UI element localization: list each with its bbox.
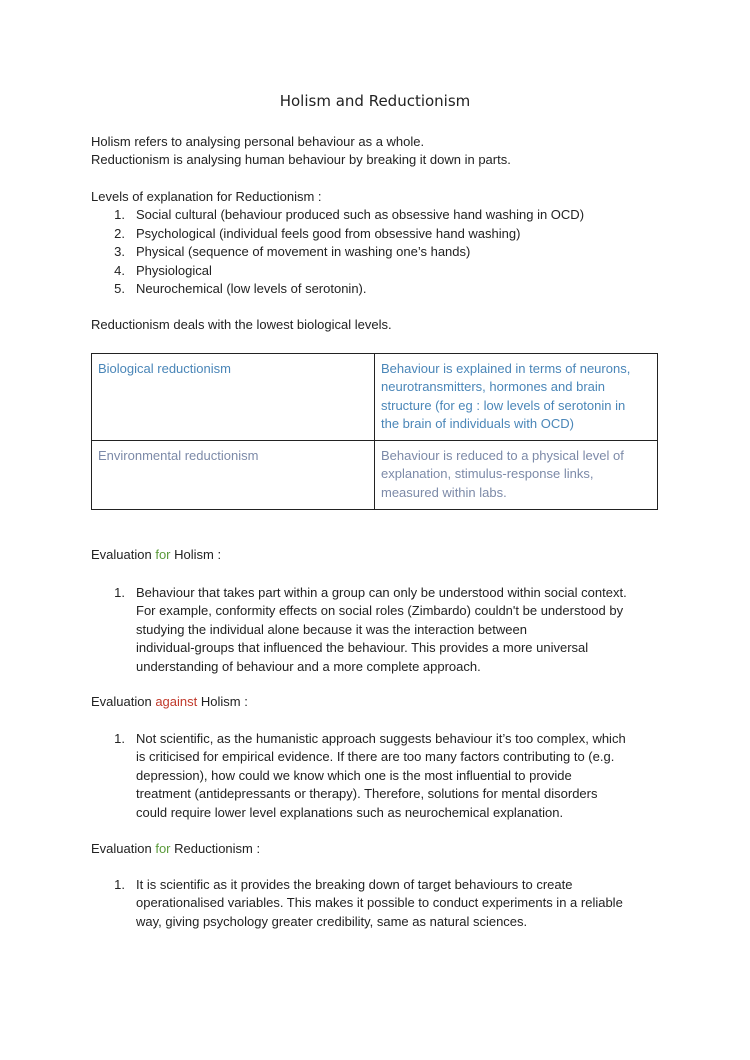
list-number: 5. [114,281,125,296]
paragraph-line: depression), how could we know which one is the most influential to provide [136,767,572,783]
paragraph-line: studying the individual alone because it was the interaction between [136,621,527,637]
list-number: 1. [114,877,125,892]
heading-keyword-against: against [155,694,198,709]
paragraph-line: way, giving psychology greater credibility, same as natural sciences. [136,913,528,929]
heading-suffix: Holism : [170,547,222,562]
table-cell-type: Environmental reductionism [92,441,375,510]
paragraph-line: Behaviour that takes part within a group can only be understood within social context. [136,585,627,600]
table-cell-type: Biological reductionism [92,354,375,441]
table-cell-description [375,441,658,510]
table-row [92,441,658,510]
list-number: 4. [114,262,125,278]
list-number: 1. [114,207,125,222]
description-line: the brain of individuals with OCD) [381,415,574,431]
description-line: measured within labs. [381,484,507,500]
reductionism-table [91,353,658,510]
table-cell-description [375,354,658,441]
list-text: Psychological (individual feels good from obsessive hand washing) [136,225,521,241]
description-line: Behaviour is explained in terms of neurons, [381,361,631,376]
page-title: Holism and Reductionism [279,92,471,110]
description-line: explanation, stimulus-response links, [381,466,594,482]
heading-prefix: Evaluation [91,694,156,709]
heading-eval-for-holism [91,546,221,564]
heading-prefix: Evaluation [91,841,156,856]
heading-keyword-for: for [155,841,171,856]
levels-heading: Levels of explanation for Reductionism : [91,189,322,204]
list-text: Physiological [136,262,212,278]
list-text: Physical (sequence of movement in washing one’s hands) [136,244,471,259]
paragraph-line: could require lower level explanations such as neurochemical explanation. [136,804,564,820]
description-line: Behaviour is reduced to a physical level of [381,448,624,463]
description-line: neurotransmitters, hormones and brain [381,379,606,395]
heading-keyword-for: for [155,547,171,562]
heading-suffix: Reductionism : [170,841,261,856]
list-number: 1. [114,585,125,600]
heading-prefix: Evaluation [91,547,156,562]
paragraph-line: Not scientific, as the humanistic approach suggests behaviour it’s too complex, which [136,731,626,746]
lowest-levels-statement: Reductionism deals with the lowest biological levels. [91,317,392,332]
table-row [92,354,658,441]
list-number: 3. [114,244,125,259]
list-number: 1. [114,731,125,746]
list-number: 2. [114,225,125,241]
paragraph-line: understanding of behaviour and a more complete approach. [136,658,481,674]
paragraph-line: treatment (antidepressants or therapy). Therefore, solutions for mental disorders [136,786,598,802]
paragraph-line: is criticised for empirical evidence. If there are too many factors contributing to (e.g. [136,749,615,765]
intro-holism: Holism refers to analysing personal behaviour as a whole. [91,134,425,149]
list-text: Social cultural (behaviour produced such as obsessive hand washing in OCD) [136,207,585,222]
description-line: structure (for eg : low levels of serotonin in [381,397,626,413]
heading-suffix: Holism : [197,694,248,709]
heading-eval-against-holism [91,693,248,711]
paragraph-line: For example, conformity effects on social roles (Zimbardo) couldn't be understood by [136,603,624,619]
list-text: Neurochemical (low levels of serotonin). [136,281,367,296]
heading-eval-for-reductionism [91,840,260,858]
intro-reductionism: Reductionism is analysing human behaviour by breaking it down in parts. [91,152,511,167]
paragraph-line: individual-groups that influenced the behaviour. This provides a more universal [136,640,589,656]
paragraph-line: It is scientific as it provides the breaking down of target behaviours to create [136,877,573,892]
paragraph-line: operationalised variables. This makes it possible to conduct experiments in a reliable [136,895,623,911]
